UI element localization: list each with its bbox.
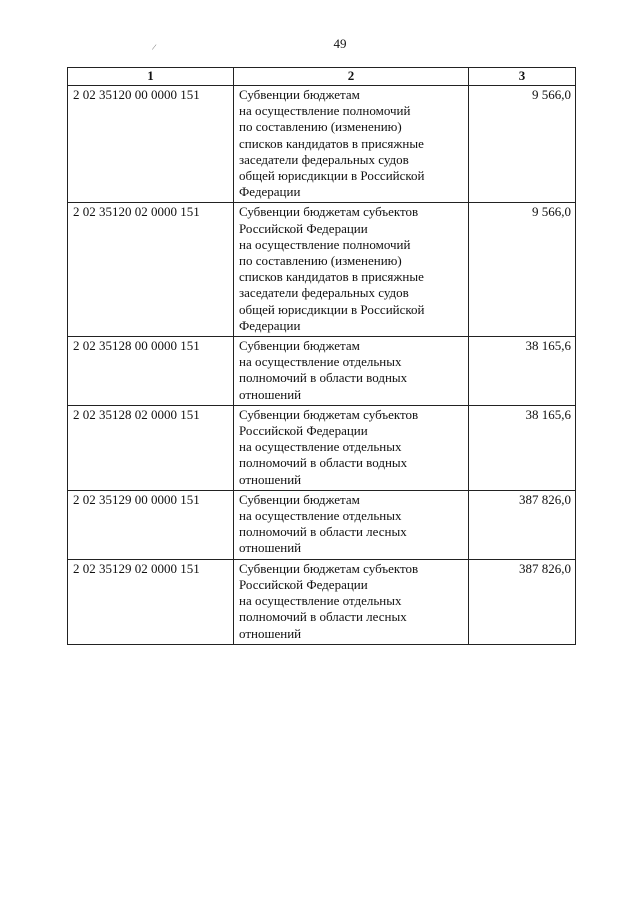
table-header-row bbox=[68, 68, 576, 86]
revenue-description bbox=[234, 86, 469, 203]
classification-code: 2 02 35128 00 0000 151 bbox=[68, 337, 234, 406]
header-col-3: 3 bbox=[469, 68, 576, 86]
revenue-description bbox=[234, 405, 469, 490]
description-line: полномочий в области водных bbox=[239, 370, 408, 386]
description-line: по составлению (изменению) bbox=[239, 119, 402, 135]
classification-code: 2 02 35128 02 0000 151 bbox=[68, 405, 234, 490]
table-row bbox=[68, 559, 576, 644]
classification-code: 2 02 35120 00 0000 151 bbox=[68, 86, 234, 203]
description-line: отношений bbox=[239, 625, 302, 641]
description-line: списков кандидатов в присяжные bbox=[239, 269, 424, 285]
description-line: на осуществление отдельных bbox=[239, 439, 402, 455]
page-number: 49 bbox=[333, 36, 347, 51]
amount-value: 387 826,0 bbox=[469, 490, 576, 559]
classification-code: 2 02 35129 02 0000 151 bbox=[68, 559, 234, 644]
table-row bbox=[68, 203, 576, 337]
description-line: Федерации bbox=[239, 317, 301, 333]
classification-code: 2 02 35120 02 0000 151 bbox=[68, 203, 234, 337]
revenue-description bbox=[234, 559, 469, 644]
stray-mark: / bbox=[151, 41, 158, 53]
description-line: полномочий в области лесных bbox=[239, 609, 407, 625]
description-line: Российской Федерации bbox=[239, 220, 368, 236]
description-line: Субвенции бюджетам субъектов bbox=[239, 406, 419, 422]
description-line: на осуществление отдельных bbox=[239, 508, 402, 524]
description-line: общей юрисдикции в Российской bbox=[239, 168, 425, 184]
amount-value: 38 165,6 bbox=[469, 337, 576, 406]
description-line: Субвенции бюджетам bbox=[239, 491, 360, 507]
classification-code: 2 02 35129 00 0000 151 bbox=[68, 490, 234, 559]
description-line: Субвенции бюджетам субъектов bbox=[239, 204, 419, 220]
description-line: Субвенции бюджетам субъектов bbox=[239, 560, 419, 576]
description-line: Федерации bbox=[239, 184, 301, 200]
description-line: на осуществление полномочий bbox=[239, 236, 411, 252]
revenue-description bbox=[234, 490, 469, 559]
table-row bbox=[68, 490, 576, 559]
amount-value: 38 165,6 bbox=[469, 405, 576, 490]
description-line: заседатели федеральных судов bbox=[239, 285, 409, 301]
description-line: Субвенции бюджетам bbox=[239, 87, 360, 102]
header-col-1: 1 bbox=[68, 68, 234, 86]
description-line: на осуществление отдельных bbox=[239, 354, 402, 370]
description-line: отношений bbox=[239, 386, 302, 402]
description-line: заседатели федеральных судов bbox=[239, 151, 409, 167]
table-row bbox=[68, 405, 576, 490]
description-line: Субвенции бюджетам bbox=[239, 338, 360, 354]
table-body bbox=[68, 86, 576, 645]
description-line: полномочий в области лесных bbox=[239, 524, 407, 540]
table-row bbox=[68, 86, 576, 203]
description-line: общей юрисдикции в Российской bbox=[239, 301, 425, 317]
header-col-2: 2 bbox=[234, 68, 469, 86]
description-line: Российской Федерации bbox=[239, 576, 368, 592]
amount-value: 9 566,0 bbox=[469, 86, 576, 203]
amount-value: 387 826,0 bbox=[469, 559, 576, 644]
description-line: отношений bbox=[239, 540, 302, 556]
description-line: полномочий в области водных bbox=[239, 455, 408, 471]
description-line: Российской Федерации bbox=[239, 423, 368, 439]
budget-table bbox=[67, 67, 576, 645]
description-line: на осуществление полномочий bbox=[239, 103, 411, 119]
description-line: на осуществление отдельных bbox=[239, 593, 402, 609]
amount-value: 9 566,0 bbox=[469, 203, 576, 337]
description-line: списков кандидатов в присяжные bbox=[239, 135, 424, 151]
revenue-description bbox=[234, 203, 469, 337]
table-row bbox=[68, 337, 576, 406]
description-line: по составлению (изменению) bbox=[239, 253, 402, 269]
description-line: отношений bbox=[239, 471, 302, 487]
revenue-description bbox=[234, 337, 469, 406]
